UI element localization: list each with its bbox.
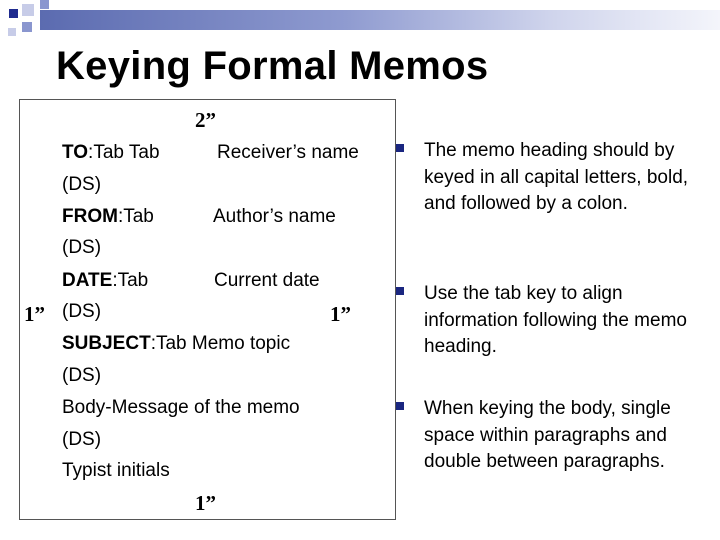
memo-from-key: FROM (62, 206, 118, 227)
memo-subject-line (62, 333, 290, 355)
square-bullet-icon (396, 144, 404, 152)
memo-from-value: Author’s name (213, 206, 336, 227)
memo-from-tab: :Tab (117, 206, 154, 227)
memo-subject-key: SUBJECT (62, 333, 151, 354)
memo-subject-tab: :Tab Memo topic (150, 333, 291, 354)
right-margin-label: 1” (330, 302, 351, 326)
bullet-text: The memo heading should by keyed in all capital letters, bold, and followed by a colon. (424, 140, 689, 214)
decorative-square (40, 0, 49, 9)
bullet-text: When keying the body, single space within paragraphs and double between paragraphs. (424, 398, 671, 472)
memo-from-line (62, 206, 154, 228)
left-margin-label: 1” (24, 302, 45, 326)
memo-double-space: (DS) (62, 301, 102, 322)
decorative-square (22, 4, 34, 16)
decorative-square (8, 28, 16, 36)
memo-body-line: Body-Message of the memo (62, 397, 300, 418)
bottom-margin-label: 1” (195, 491, 216, 515)
decorative-square (22, 22, 32, 32)
memo-to-key: TO (62, 142, 89, 163)
memo-double-space: (DS) (62, 365, 102, 386)
memo-to-value: Receiver’s name (217, 142, 359, 163)
memo-date-value: Current date (214, 270, 320, 291)
memo-double-space: (DS) (62, 429, 102, 450)
memo-double-space: (DS) (62, 174, 102, 195)
square-bullet-icon (396, 287, 404, 295)
square-bullet-icon (396, 402, 404, 410)
memo-date-key: DATE (62, 270, 113, 291)
memo-initials-line: Typist initials (62, 460, 170, 481)
decorative-square (9, 9, 18, 18)
bullet-text: Use the tab key to align information following the memo heading. (424, 283, 687, 357)
memo-double-space: (DS) (62, 237, 102, 258)
memo-to-line (62, 142, 160, 164)
slide-title: Keying Formal Memos (56, 44, 489, 88)
header-gradient-bar (40, 10, 720, 30)
memo-to-tab: :Tab Tab (88, 142, 160, 163)
top-margin-label: 2” (195, 108, 216, 132)
memo-date-line (62, 270, 148, 292)
memo-date-tab: :Tab (112, 270, 149, 291)
